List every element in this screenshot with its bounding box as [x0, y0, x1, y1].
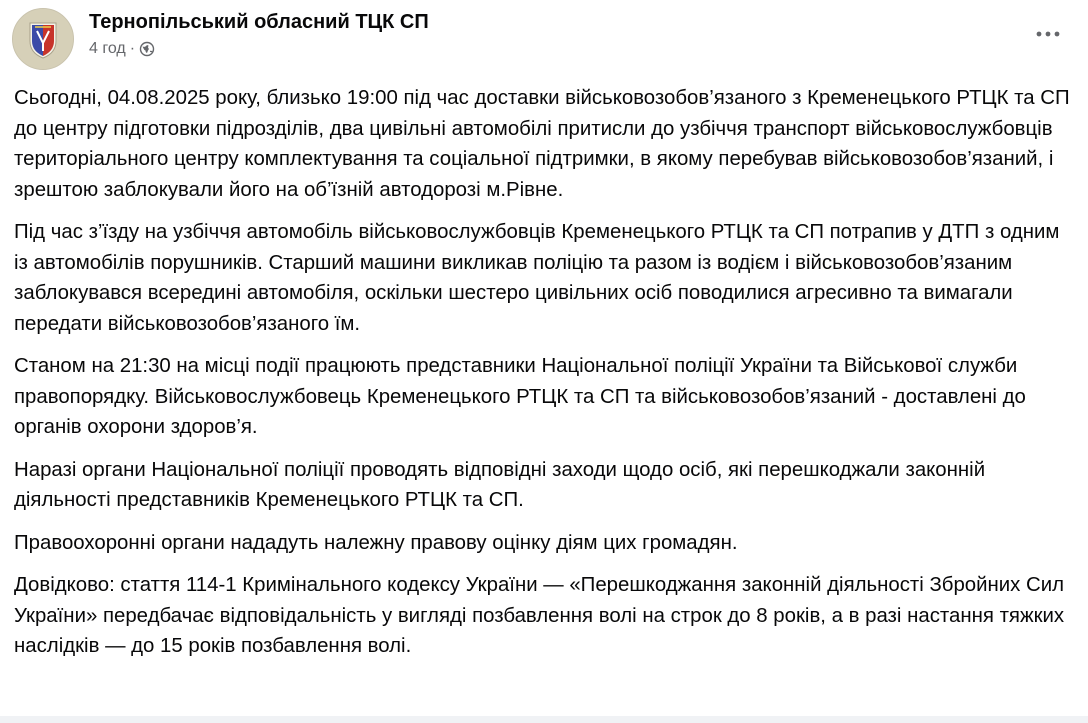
- meta-separator: ·: [129, 40, 136, 57]
- post-header: [12, 6, 1076, 66]
- post-meta: [89, 40, 155, 58]
- post-paragraph: Сьогодні, 04.08.2025 року, близько 19:00 під час доставки військовозобов’язаного з Кременецького РТЦК та СП до центру підготовки підрозділів, два цивільні автомобілі притисли до узбіччя транспорт військовослужбовців територіального центру комплектування та соціальної підтримки, в якому перебував військовозобов’язаний, і зрештою заблокували його на об’їзній автодорозі м.Рівне.: [14, 87, 1070, 201]
- post-timestamp[interactable]: 4 год: [89, 40, 126, 57]
- more-dots-icon: [1036, 30, 1060, 38]
- post-body: [14, 83, 1078, 674]
- post-divider: [0, 716, 1088, 723]
- globe-icon: [139, 41, 155, 57]
- page-avatar[interactable]: [12, 8, 74, 70]
- post-paragraph: Станом на 21:30 на місці події працюють представники Національної поліції України та Військової служби правопорядку. Військовослужбовець Кременецького РТЦК та СП та військовозобов’язаний - доставлені до органів охорони здоров’я.: [14, 355, 1026, 438]
- post-paragraph: Довідково: стаття 114-1 Кримінального кодексу України — «Перешкоджання законній діяльності Збройних Сил України» передбачає відповідальність у вигляді позбавлення волі на строк до 8 років, а в разі настання тяжких наслідків — до 15 років позбавлення волі.: [14, 574, 1065, 657]
- emblem-shield-icon: [13, 9, 73, 69]
- post-paragraph: Правоохоронні органи нададуть належну правову оцінку діям цих громадян.: [14, 531, 738, 554]
- more-options-button[interactable]: [1030, 16, 1066, 52]
- post-paragraph: Наразі органи Національної поліції проводять відповідні заходи щодо осіб, які перешкоджали законній діяльності представників Кременецького РТЦК та СП.: [14, 458, 986, 511]
- page-name-link[interactable]: Тернопільський обласний ТЦК СП: [89, 11, 429, 33]
- post-paragraph: Під час з’їзду на узбіччя автомобіль військовослужбовців Кременецького РТЦК та СП потрапив у ДТП з одним із автомобілів порушників. Старший машини викликав поліцію та разом із водієм і військовозобов’язаним заблокувався всередині автомобіля, оскільки шестеро цивільних осіб поводилися агресивно та вимагали передати військовозобов’язаного їм.: [14, 221, 1060, 335]
